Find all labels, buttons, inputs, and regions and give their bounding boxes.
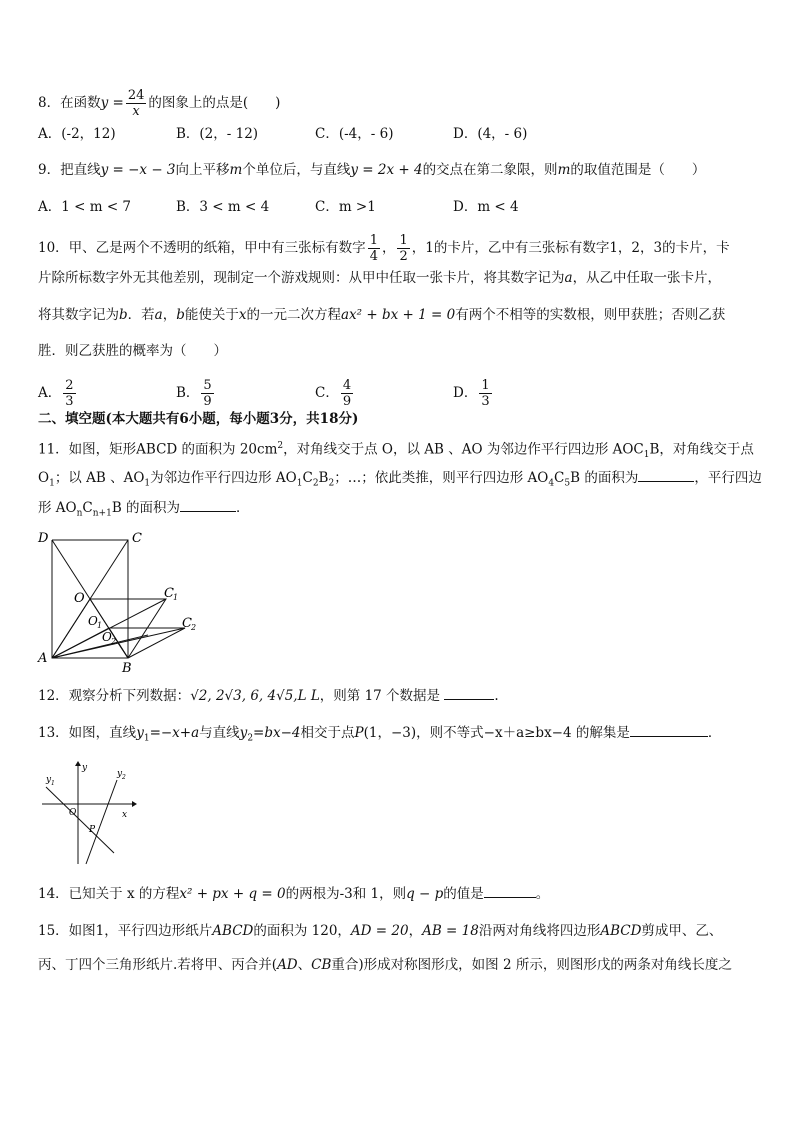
q11-sub-4: 4 xyxy=(548,478,555,489)
q15-ad: AD = 20 xyxy=(350,923,409,939)
q10-option-d-num: 1 xyxy=(481,378,490,393)
q14-answer-blank[interactable] xyxy=(484,885,536,898)
q10-b-variable-2: b xyxy=(176,307,185,323)
q15-ab: AB = 18 xyxy=(422,923,479,939)
q9-option-a: A．1 < m < 7 xyxy=(38,199,132,215)
q10-option-a xyxy=(38,378,78,409)
q11-sub-b2: 2 xyxy=(328,478,335,489)
q12-end: . xyxy=(494,688,499,704)
q10-text-1b: ，1的卡片，乙中有三张标有数字1，2，3的卡片，卡 xyxy=(411,240,730,256)
q13-answer-blank[interactable] xyxy=(630,724,708,737)
q11-text-3b: C xyxy=(82,500,93,516)
q11-subscript-1: 1 xyxy=(643,450,650,461)
q10-text-3f: 有两个不相等的实数根，则甲获胜；否则乙获 xyxy=(455,307,726,323)
q10-comma: ， xyxy=(381,240,396,256)
q15-text-1d: 沿两对角线将四边形 xyxy=(478,923,601,939)
q10-fraction-1-num: 1 xyxy=(369,233,378,248)
q13-point-p: P xyxy=(354,725,364,741)
q10-option-a-label: A． xyxy=(38,385,62,401)
label-p: P xyxy=(89,825,96,835)
label-origin: O xyxy=(69,808,77,818)
question-15-line-2 xyxy=(38,956,756,974)
line-y1 xyxy=(46,787,114,853)
label-c: C xyxy=(132,531,142,546)
q10-option-c-num: 4 xyxy=(342,378,352,393)
q10-option-d-label: D． xyxy=(453,385,478,401)
q12-sequence: √2, 2√3, 6, 4√5,L L xyxy=(190,688,320,704)
q12-suffix: ，则第 17 个数据是 xyxy=(319,688,441,704)
q10-text-3c: ， xyxy=(162,307,177,323)
label-c1: C xyxy=(164,586,174,601)
q10-a-variable: a xyxy=(564,270,573,286)
label-o2: O xyxy=(102,630,112,644)
question-10-line-2 xyxy=(38,269,756,287)
q13-text-c: 相交于点 xyxy=(300,725,355,741)
q14-text-b: 的两根为-3和 1，则 xyxy=(285,886,407,902)
q11-sub-ao1: 1 xyxy=(144,478,151,489)
q10-fraction-2-num: 1 xyxy=(399,233,408,248)
q8-option-a: A．(-2，12) xyxy=(38,126,116,142)
question-11-line-1 xyxy=(38,437,756,464)
section-2-heading: 二、填空题(本大题共有6小题，每小题3分，共18分) xyxy=(38,411,359,427)
q14-text-a: 14．已知关于 x 的方程 xyxy=(38,886,180,902)
q11-text-3c: B 的面积为 xyxy=(111,500,181,516)
y-axis-arrow xyxy=(75,761,81,766)
q10-b-variable: b xyxy=(119,307,128,323)
label-y1-sub: 1 xyxy=(51,780,55,787)
question-10-line-3 xyxy=(38,306,756,324)
q10-option-c-fraction xyxy=(341,378,353,409)
q13-eq2: =bx−4 xyxy=(253,725,301,741)
q10-text-2: 片除所标数字外无其他差别，现制定一个游戏规则：从甲中任取一张卡片，将其数字记为 xyxy=(38,270,565,286)
q15-text-1c: ， xyxy=(408,923,423,939)
question-10-line-4 xyxy=(38,342,756,360)
q13-graph-figure xyxy=(38,760,138,866)
question-14 xyxy=(38,885,756,903)
q15-ad-seg: AD xyxy=(277,957,298,973)
q12-answer-blank[interactable] xyxy=(444,687,494,700)
q13-end: ． xyxy=(707,725,722,741)
q9-option-d: D．m < 4 xyxy=(453,199,519,215)
question-15-line-1 xyxy=(38,922,756,940)
question-12 xyxy=(38,687,756,705)
q8-fraction-numerator: 24 xyxy=(127,88,145,103)
q10-option-b-fraction xyxy=(201,378,213,409)
q10-quadratic-equation: ax² + bx + 1 = 0 xyxy=(341,307,456,323)
q15-abcd: ABCD xyxy=(212,923,254,939)
q11-text-2d: C xyxy=(302,470,313,486)
q8-option-b: B．(2，- 12) xyxy=(176,126,259,142)
q10-option-b xyxy=(176,378,216,409)
q11-text-1c: B，对角线交于点 xyxy=(649,441,754,458)
label-d: D xyxy=(38,531,49,546)
q11-text-2g: C xyxy=(554,470,565,486)
q13-text-b: 与直线 xyxy=(199,725,240,741)
q8-option-d: D．(4，- 6) xyxy=(453,126,528,142)
label-y2-sub: 2 xyxy=(122,774,126,781)
q13-y2: y xyxy=(239,725,248,741)
q10-text-3d: 能使关于 xyxy=(184,307,239,323)
q10-option-a-den: 3 xyxy=(65,394,74,409)
q15-text-1e: 剪成甲、乙、 xyxy=(641,923,723,939)
q15-abcd-2: ABCD xyxy=(600,923,642,939)
q10-text-3e: 的一元二次方程 xyxy=(246,307,341,323)
q14-text-c: 的值是 xyxy=(443,886,484,902)
q8-function-lhs: y = xyxy=(100,95,124,111)
q8-fraction-denominator: x xyxy=(132,104,140,119)
q10-option-b-den: 9 xyxy=(203,394,212,409)
q13-text-a: 13．如图，直线 xyxy=(38,725,137,741)
q9-option-b: B．3 < m < 4 xyxy=(176,199,270,215)
label-a: A xyxy=(38,651,48,666)
q11-answer-blank-2[interactable] xyxy=(180,499,236,512)
q13-text-d: ，则不等式−x＋a≥bx−4 的解集是 xyxy=(416,725,630,741)
q10-text-3b: ．若 xyxy=(127,307,155,323)
q12-prefix: 12．观察分析下列数据： xyxy=(38,688,191,704)
q10-fraction-2 xyxy=(397,233,409,264)
q8-prefix: 8．在函数 xyxy=(38,95,101,111)
question-11-line-2 xyxy=(38,469,762,493)
q11-text-2e: B xyxy=(318,470,329,486)
q13-y1: y xyxy=(136,725,144,741)
q15-text-2b: 、 xyxy=(297,957,312,973)
q10-a-variable-2: a xyxy=(154,307,163,323)
q9-text-5: 的取值范围是（ ） xyxy=(570,162,706,178)
label-c2: C xyxy=(182,616,192,631)
label-o: O xyxy=(74,591,85,606)
label-x-axis: x xyxy=(122,810,128,820)
q9-line-2-equation: y = 2x + 4 xyxy=(350,162,423,178)
q13-coords: (1，−3) xyxy=(363,725,417,741)
q11-sub-c2: 2 xyxy=(312,478,319,489)
q11-text-2f: ；…；依此类推，则平行四边形 AO xyxy=(334,470,549,486)
q9-option-c: C．m >1 xyxy=(315,199,376,215)
q10-option-a-fraction xyxy=(63,378,75,409)
q11-text-2h: B 的面积为 xyxy=(570,470,639,486)
q11-sub-ao1-b: 1 xyxy=(296,478,303,489)
q14-equation: x² + px + q = 0 xyxy=(179,886,286,902)
q10-text-4: 胜．则乙获胜的概率为（ ） xyxy=(38,343,227,359)
q11-parallelogram-figure xyxy=(36,530,206,675)
q10-x-variable: x xyxy=(238,307,247,323)
q8-option-c: C．(-4，- 6) xyxy=(315,126,394,142)
q11-text-2i: ，平行四边 xyxy=(694,470,762,486)
q9-m-variable-2: m xyxy=(557,162,571,178)
q8-fraction xyxy=(126,88,147,119)
q11-superscript: 2 xyxy=(277,441,284,451)
q9-text-4: 的交点在第二象限，则 xyxy=(422,162,558,178)
q13-y2-sub: 2 xyxy=(247,733,254,744)
q14-expression: q − p xyxy=(406,886,444,902)
label-y2: y xyxy=(117,769,123,779)
q10-option-d xyxy=(453,378,494,409)
q15-cb-seg: CB xyxy=(311,957,332,973)
q11-sub-n: n xyxy=(76,508,83,519)
q10-option-c xyxy=(315,378,355,409)
q10-text-1a: 10．甲、乙是两个不透明的纸箱，甲中有三张标有数字 xyxy=(38,240,366,256)
q15-text-1b: 的面积为 120， xyxy=(253,923,351,939)
label-y1: y xyxy=(46,775,52,785)
q9-text-2: 向上平移 xyxy=(175,162,230,178)
q15-text-1a: 15．如图1，平行四边形纸片 xyxy=(38,923,213,939)
q11-text-1b: ，对角线交于点 O，以 AB 、AO 为邻边作平行四边形 AOC xyxy=(283,441,644,458)
q10-fraction-2-den: 2 xyxy=(399,249,408,264)
question-9 xyxy=(38,161,756,179)
q11-text-3d: ． xyxy=(236,500,250,516)
q11-sub-n1: n+1 xyxy=(92,508,112,519)
q13-y1-sub: 1 xyxy=(143,733,150,744)
q14-end: 。 xyxy=(535,886,550,902)
label-b: B xyxy=(122,661,132,676)
label-o2-sub: 2 xyxy=(111,637,117,646)
x-axis-arrow xyxy=(132,801,137,807)
question-8 xyxy=(38,88,756,119)
q10-option-b-label: B． xyxy=(176,385,200,401)
label-c1-sub: 1 xyxy=(173,593,179,602)
q9-m-variable: m xyxy=(229,162,243,178)
label-y-axis: y xyxy=(82,763,88,773)
q10-fraction-1-den: 4 xyxy=(369,249,378,264)
q10-text-3a: 将其数字记为 xyxy=(38,307,119,323)
q10-option-b-num: 5 xyxy=(203,378,212,393)
q11-text-3a: 形 AO xyxy=(38,500,77,516)
q15-text-2c: 重合)形成对称图形戊，如图 2 所示，则图形戊的两条对角线长度之 xyxy=(331,957,732,973)
q9-line-1-equation: y = −x − 3 xyxy=(100,162,176,178)
q15-text-2a: 丙、丁四个三角形纸片.若将甲、丙合并( xyxy=(38,957,278,973)
q11-text-2c: 为邻边作平行四边形 AO xyxy=(150,470,297,486)
question-11-line-3 xyxy=(38,499,756,523)
q10-option-d-fraction xyxy=(479,378,491,409)
q13-eq1: =−x+a xyxy=(149,725,200,741)
question-13 xyxy=(38,724,756,748)
q9-text-1: 9．把直线 xyxy=(38,162,101,178)
label-o1: O xyxy=(88,614,98,628)
q10-text-2b: ，从乙中任取一张卡片， xyxy=(572,270,722,286)
label-o1-sub: 1 xyxy=(97,621,103,630)
q11-answer-blank-1[interactable] xyxy=(638,469,694,482)
q9-text-3: 个单位后，与直线 xyxy=(242,162,351,178)
q11-text-2b: ；以 AB 、AO xyxy=(54,470,145,486)
question-10-line-1 xyxy=(38,233,756,264)
label-c2-sub: 2 xyxy=(191,623,197,632)
q10-option-c-label: C． xyxy=(315,385,339,401)
q10-option-d-den: 3 xyxy=(481,394,490,409)
q10-option-a-num: 2 xyxy=(65,378,74,393)
q10-fraction-1 xyxy=(368,233,380,264)
q11-text-1a: 11．如图，矩形ABCD 的面积为 20cm xyxy=(38,441,278,458)
q11-sub-o1: 1 xyxy=(49,478,55,489)
q10-option-c-den: 9 xyxy=(342,394,352,409)
partial-line-2 xyxy=(118,643,128,658)
q11-sub-5: 5 xyxy=(564,478,571,489)
q8-suffix: 的图象上的点是( ) xyxy=(148,95,281,111)
q11-text-2a: O xyxy=(38,470,50,486)
